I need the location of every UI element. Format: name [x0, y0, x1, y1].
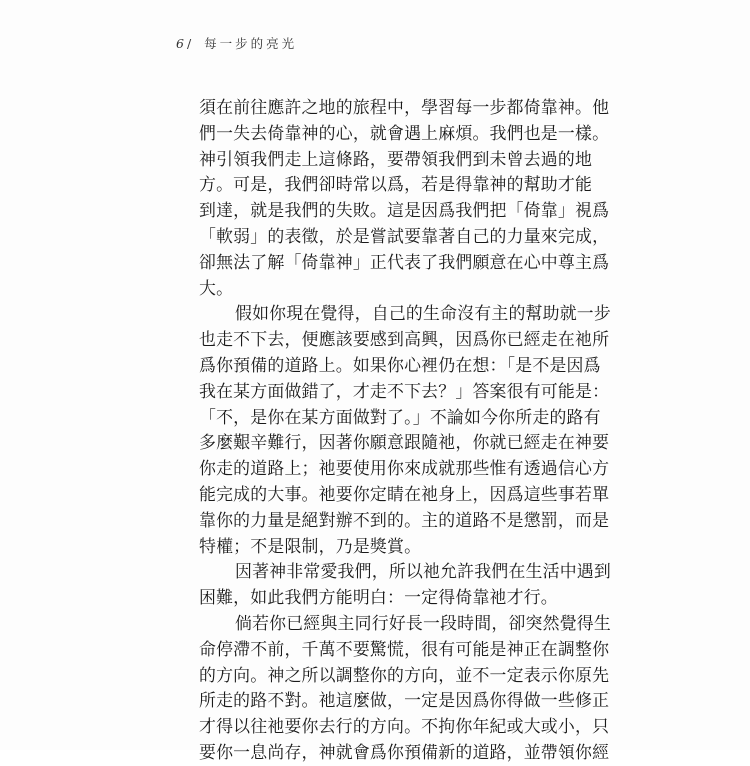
text-line: 爲你預備的道路上。如果你心裡仍在想：「是不是因爲 [199, 354, 601, 375]
text-line: 你走的道路上；祂要使用你來成就那些惟有透過信心方 [199, 458, 610, 479]
text-line: 神引領我們走上這條路，要帶領我們到未曾去過的地 [199, 148, 593, 169]
text-line: 的方向。神之所以調整你的方向，並不一定表示你原先 [199, 664, 610, 685]
body-text [199, 95, 611, 766]
text-line: 「軟弱」的表徵，於是嘗試要靠著自己的力量來完成， [199, 225, 610, 246]
text-line: 卻無法了解「倚靠神」正代表了我們願意在心中尊主爲 [199, 251, 610, 272]
text-line: 困難，如此我們方能明白：一定得倚靠祂才行。 [199, 587, 558, 608]
text-line: 我在某方面做錯了，才走不下去？」答案很有可能是： [199, 380, 610, 401]
text-line: 命停滯不前，千萬不要驚慌，很有可能是神正在調整你 [199, 638, 610, 659]
paragraph-start-line: 因著神非常愛我們，所以祂允許我們在生活中遇到 [235, 561, 611, 582]
text-line: 特權；不是限制，乃是獎賞。 [199, 535, 422, 556]
text-line: 要你一息尚存，神就會爲你預備新的道路，並帶領你經 [199, 741, 610, 762]
text-line: 多麼艱辛難行，因著你願意跟隨祂，你就已經走在神要 [199, 432, 610, 453]
text-line: 所走的路不對。祂這麼做，一定是因爲你得做一些修正 [199, 690, 610, 711]
header-separator: / [186, 36, 193, 51]
text-line: 大。 [199, 277, 234, 298]
text-line: 才得以往祂要你去行的方向。不拘你年紀或大或小，只 [199, 716, 610, 737]
text-line: 「不，是你在某方面做對了。」不論如今你所走的路有 [199, 406, 601, 427]
text-line: 靠你的力量是絕對辦不到的。主的道路不是懲罰，而是 [199, 509, 610, 530]
text-line: 方。可是，我們卻時常以爲，若是得靠神的幫助才能 [199, 174, 593, 195]
running-header [176, 34, 297, 52]
text-line: 能完成的大事。祂要你定睛在祂身上，因爲這些事若單 [199, 483, 610, 504]
text-line: 須在前往應許之地的旅程中，學習每一步都倚靠神。他 [199, 97, 610, 117]
book-title: 每一步的亮光 [204, 36, 298, 51]
page-number: 6 [176, 36, 185, 51]
text-line: 們一失去倚靠神的心，就會遇上麻煩。我們也是一樣。 [199, 122, 610, 143]
paragraph-start-line: 假如你現在覺得，自己的生命沒有主的幫助就一步 [235, 303, 611, 324]
text-line: 也走不下去，便應該要感到高興，因爲你已經走在祂所 [199, 329, 610, 350]
text-line: 到達，就是我們的失敗。這是因爲我們把「倚靠」視爲 [199, 200, 610, 221]
paragraph-start-line: 倘若你已經與主同行好長一段時間，卻突然覺得生 [235, 612, 611, 633]
